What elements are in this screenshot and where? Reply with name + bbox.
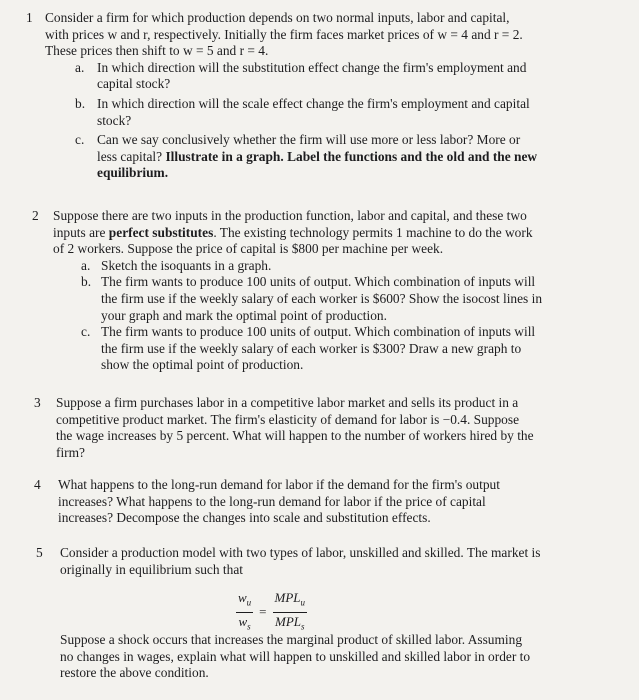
- question-5-continued: [60, 632, 636, 682]
- question-number: 1: [26, 10, 33, 25]
- sub-question-line: Sketch the isoquants in a graph.: [101, 257, 272, 273]
- question-line: inputs are: [53, 224, 106, 240]
- question-line: What happens to the long-run demand for labor if the demand for the firm's output: [58, 477, 500, 492]
- sub-question-line: your graph and mark the optimal point of production.: [101, 307, 387, 323]
- question-line: increases? Decompose the changes into scale and substitution effects.: [58, 510, 431, 526]
- sub-question-a: [53, 258, 631, 275]
- sub-question-line: show the optimal point of production.: [101, 357, 304, 373]
- sub-question-label: c.: [81, 324, 91, 340]
- bold-term: perfect substitutes: [108, 224, 214, 240]
- sub-question-c: [45, 132, 625, 182]
- sub-question-c: [53, 324, 631, 374]
- sub-question-line: capital stock?: [97, 76, 171, 92]
- question-line: the wage increases by 5 percent. What will happen to the number of workers hired by the: [56, 428, 534, 444]
- sub-question-label: b.: [81, 274, 92, 290]
- sub-question-label: a.: [75, 59, 85, 75]
- question-line: with prices w and r, respectively. Initially the firm faces market prices of w = 4 and r = 2.: [45, 26, 523, 42]
- bold-instruction: Illustrate in a graph. Label the functions and the old and the new: [165, 148, 538, 164]
- bold-instruction: equilibrium.: [97, 165, 169, 181]
- question-line: Consider a production model with two types of labor, unskilled and skilled. The market is: [60, 545, 541, 560]
- question-line: of 2 workers. Suppose the price of capital is $800 per machine per week.: [53, 241, 444, 257]
- question-number: 4: [34, 477, 41, 492]
- sub-question-b: [45, 96, 625, 129]
- sub-question-line: the firm use if the weekly salary of each worker is $600? Show the isocost lines in: [101, 290, 543, 306]
- sub-question-line: Can we say conclusively whether the firm will use more or less labor? More or: [97, 132, 521, 148]
- sub-question-a: [45, 60, 625, 93]
- question-line: no changes in wages, explain what will happen to unskilled and skilled labor in order to: [60, 648, 531, 664]
- sub-question-line: In which direction will the scale effect change the firm's employment and capital: [97, 95, 530, 111]
- question-number: 3: [34, 395, 41, 410]
- question-number: 5: [36, 545, 43, 560]
- sub-question-label: c.: [75, 132, 85, 148]
- sub-question-line: less capital?: [97, 148, 163, 164]
- question-line: Suppose there are two inputs in the production function, labor and capital, and these two: [53, 208, 527, 223]
- mpl-ratio: $MPL_u$ $MPL_s$: [274, 590, 306, 632]
- question-line: competitive product market. The firm's elasticity of demand for labor is −0.4. Suppose: [56, 411, 520, 427]
- question-line: Consider a firm for which production depends on two normal inputs, labor and capital,: [45, 10, 510, 25]
- sub-question-label: a.: [81, 257, 91, 273]
- sub-question-line: The firm wants to produce 100 units of output. Which combination of inputs will: [101, 274, 536, 290]
- question-line: increases? What happens to the long-run demand for labor if the price of capital: [58, 493, 486, 509]
- equilibrium-formula: [236, 590, 307, 634]
- question-line: . The existing technology permits 1 machine to do the work: [213, 224, 533, 240]
- question-line: Suppose a firm purchases labor in a competitive labor market and sells its product in a: [56, 395, 519, 410]
- sub-question-line: the firm use if the weekly salary of each worker is $300? Draw a new graph to: [101, 340, 522, 356]
- question-number: 2: [32, 208, 39, 223]
- sub-question-label: b.: [75, 95, 86, 111]
- wage-ratio: $\frac{w_u}{w_s}$: [238, 590, 252, 632]
- question-line: restore the above condition.: [60, 665, 209, 681]
- sub-question-line: stock?: [97, 112, 132, 128]
- question-line: firm?: [56, 444, 85, 460]
- sub-question-b: [53, 274, 631, 324]
- sub-question-line: In which direction will the substitution effect change the firm's employment and: [97, 59, 527, 75]
- question-line: originally in equilibrium such that: [60, 561, 243, 577]
- question-line: Suppose a shock occurs that increases the marginal product of skilled labor. Assuming: [60, 632, 523, 647]
- equals-sign: =: [259, 604, 267, 620]
- question-line: These prices then shift to w = 5 and r = 4.: [45, 43, 269, 59]
- sub-question-line: The firm wants to produce 100 units of output. Which combination of inputs will: [101, 324, 536, 340]
